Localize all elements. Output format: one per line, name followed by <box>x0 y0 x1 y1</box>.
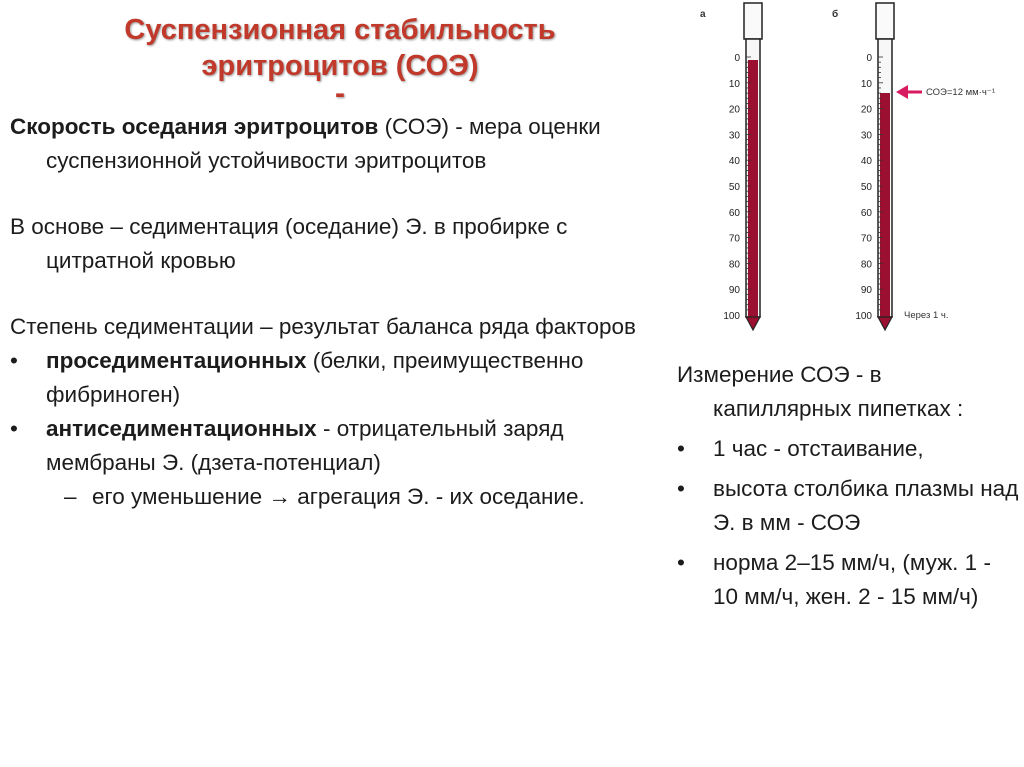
scale-b-tick-label: 70 <box>860 233 872 245</box>
scale-a-tick-label: 10 <box>728 78 740 90</box>
blood-column-a <box>748 60 758 318</box>
scale-b-tick-label: 80 <box>860 259 872 271</box>
label-b: б <box>832 9 839 20</box>
esr-term: Скорость оседания эритроцитов <box>10 114 379 139</box>
blood-column-b <box>880 93 890 318</box>
scale-b-tick-label: 0 <box>866 53 872 64</box>
esr-label: СОЭ=12 мм·ч⁻¹ <box>926 87 995 98</box>
esr-definition: (СОЭ) - мера оценки суспензионной устойчивости эритроцитов <box>46 114 601 173</box>
left-text-block <box>10 110 640 514</box>
scale-a-tick-label: 80 <box>728 259 740 271</box>
scale-a-tick-label: 40 <box>728 156 740 168</box>
scale-b-tick-label: 40 <box>860 156 872 168</box>
scale-b-tick-label: 20 <box>860 104 872 116</box>
measurement-heading: Измерение СОЭ - в капиллярных пипетках : <box>677 362 964 421</box>
scale-a-tick-label: 90 <box>728 285 740 297</box>
right-bullet-text: высота столбика плазмы над Э. в мм - СОЭ <box>713 476 1019 535</box>
bullet-mark: • <box>10 348 18 373</box>
scale-a-tick-label: 100 <box>723 311 740 322</box>
paragraph-esr-definition <box>10 110 640 178</box>
bullet-mark: • <box>10 416 18 441</box>
right-bullet-text: 1 час - отстаивание, <box>713 436 924 461</box>
scale-b-tick-label: 90 <box>860 285 872 297</box>
bullet-mark: • <box>677 476 685 501</box>
bullet-prosedimentation <box>10 344 640 412</box>
bullet-mark: • <box>677 436 685 461</box>
pipette-figure <box>660 0 1024 340</box>
bullet-antisedimentation-term: антиседиментационных <box>46 416 317 441</box>
bullet-antisedimentation-text: - отрицательный заряд мембраны Э. (дзета-потенциал) <box>46 416 564 475</box>
scale-a-tick-label: 20 <box>728 104 740 116</box>
paragraph-sedimentation-degree: Степень седиментации – результат баланса ряда факторов <box>10 314 636 339</box>
title-dash: - <box>335 77 345 110</box>
paragraph-sedimentation-basis: В основе – седиментация (оседание) Э. в пробирке с цитратной кровью <box>10 214 568 273</box>
right-text-block <box>677 358 1022 614</box>
sub-bullet-text: его уменьшение → агрегация Э. - их оседание. <box>92 484 585 509</box>
title-line-2: эритроцитов (СОЭ) <box>201 50 479 82</box>
after-label: Через 1 ч. <box>904 310 949 321</box>
scale-b-tick-label: 60 <box>860 207 872 219</box>
sub-bullet-aggregation <box>10 480 640 514</box>
bullet-mark: • <box>677 550 685 575</box>
esr-arrow-icon <box>896 85 908 99</box>
scale-b-tick-label: 100 <box>855 311 872 322</box>
bullet-prosedimentation-text: (белки, преимущественно фибриноген) <box>46 348 584 407</box>
label-a: а <box>700 9 706 20</box>
right-bullet-1 <box>677 432 1022 466</box>
right-bullet-3 <box>677 546 1022 614</box>
slide-title <box>60 12 620 110</box>
dash-mark: – <box>64 484 77 509</box>
bullet-antisedimentation <box>10 412 640 480</box>
scale-a-tick-label: 70 <box>728 233 740 245</box>
scale-a-tick-label: 0 <box>734 53 740 64</box>
scale-a-tick-label: 60 <box>728 207 740 219</box>
title-line-1: Суспензионная стабильность <box>124 14 556 46</box>
bullet-prosedimentation-term: проседиментационных <box>46 348 307 373</box>
scale-b-tick-label: 50 <box>860 182 872 193</box>
scale-a-tick-label: 30 <box>728 130 740 142</box>
pipette-b <box>855 3 894 330</box>
right-bullet-2 <box>677 472 1022 540</box>
esr-indicator <box>896 85 995 99</box>
scale-a-tick-label: 50 <box>728 182 740 193</box>
scale-b-tick-label: 10 <box>860 78 872 90</box>
pipette-a <box>723 3 762 330</box>
scale-b-tick-label: 30 <box>860 130 872 142</box>
right-bullet-text: норма 2–15 мм/ч, (муж. 1 - 10 мм/ч, жен. 2 - 15 мм/ч) <box>713 550 991 609</box>
